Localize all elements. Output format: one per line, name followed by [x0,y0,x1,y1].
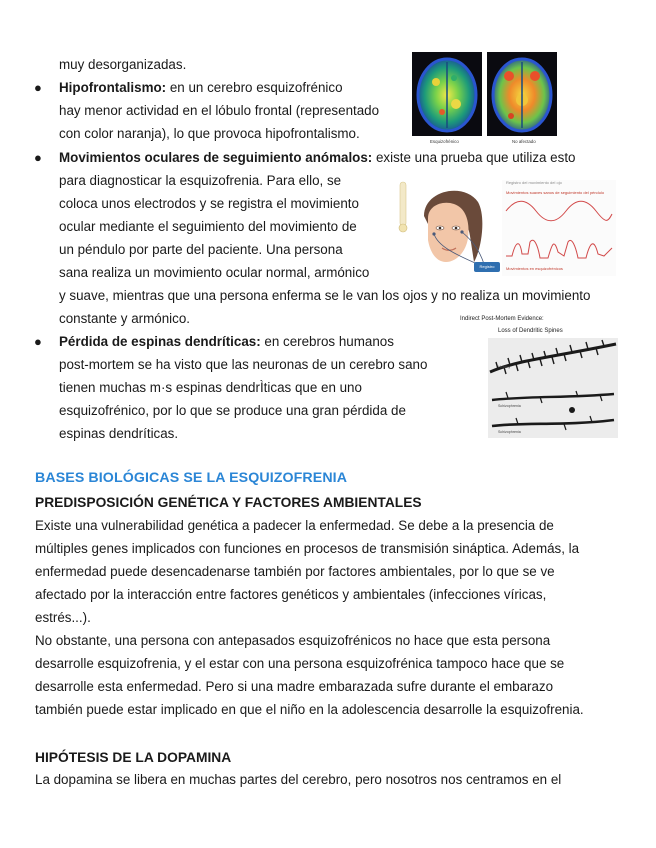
text-line: múltiples genes implicados con funciones en procesos de transmisión sináptica. Además, la [35,541,580,556]
text-line: muy desorganizadas. [59,57,187,72]
bullet-marker: ● [34,80,42,95]
bullet-item-perdida [59,331,394,354]
text-line: un péndulo por parte del paciente. Una persona [59,242,343,257]
figure-title: Indirect Post-Mortem Evidence: [460,316,544,322]
eye-movement-graph [502,180,616,276]
eye-tracking-figure [394,176,620,282]
text-line: enfermedad puede desencadenarse también por factores ambientales, por lo que se ve [35,564,555,579]
term-label: Pérdida de espinas dendríticas: [59,334,261,349]
figure-caption: No afectado [512,139,536,144]
term-label: Movimientos oculares de seguimiento anómalos: [59,150,373,165]
text-line: tienen muchas m·s espinas dendrÌticas que en uno [59,380,362,395]
text-line: en un cerebro esquizofrénico [166,80,343,95]
text-line: sana realiza un movimiento ocular normal, armónico [59,265,370,280]
subsection-heading: HIPÓTESIS DE LA DOPAMINA [35,750,232,765]
panel-label: Schizophrenia [498,404,521,408]
text-line: y suave, mientras que una persona enferma se le van los ojos y no realiza un movimiento [59,288,591,303]
recording-badge: Registro [474,262,500,272]
graph-label-normal: Movimientos suaves sanos de seguimiento del péndulo [506,190,605,195]
text-line: constante y armónico. [59,311,190,326]
text-line: post-mortem se ha visto que las neuronas de un cerebro sano [59,357,428,372]
text-line: con color naranja), lo que provoca hipofrontalismo. [59,126,360,141]
graph-title: Registro del movimiento del ojo [506,180,562,185]
text-line: Existe una vulnerabilidad genética a padecer la enfermedad. Se debe a la presencia de [35,518,554,533]
panel-label: Schizophrenia [498,430,521,434]
text-line: desarrolle esta enfermedad. Pero si una madre embarazada sufre durante el embarazo [35,679,554,694]
text-line: estrés...). [35,610,91,625]
text-line: coloca unos electrodos y se registra el movimiento [59,196,359,211]
bullet-marker: ● [34,334,42,349]
text-line: para diagnosticar la esquizofrenia. Para ello, se [59,173,342,188]
abnormal-trace [504,232,614,266]
brain-scan-schizophrenic [412,52,482,136]
normal-trace [504,196,614,226]
text-line: esquizofrénico, por lo que se produce una gran pérdida de [59,403,406,418]
text-line: también puede estar implicado en que el niño en la adolescencia desarrolle la esquizofrenia. [35,702,584,717]
term-label: Hipofrontalismo: [59,80,167,95]
dendritic-spines-figure [460,316,620,440]
graph-label-abnormal: Movimientos en esquizofrénicos [506,266,563,271]
text-line: en cerebros humanos [260,334,394,349]
section-heading: BASES BIOLÓGICAS SE LA ESQUIZOFRENIA [35,470,348,486]
micrograph-panel [488,338,618,438]
bullet-item-movimientos [59,147,576,170]
text-line: afectado por la interacción entre factores genéticos y ambientales (infecciones víricas, [35,587,547,602]
subsection-heading: PREDISPOSICIÓN GENÉTICA Y FACTORES AMBIENTALES [35,495,422,510]
bullet-item-hipofrontalismo [59,77,343,100]
text-line: La dopamina se libera en muchas partes del cerebro, pero nosotros nos centramos en el [35,772,562,787]
brain-scan-normal [487,52,557,136]
text-line: hay menor actividad en el lóbulo frontal (representado [59,103,380,118]
figure-subtitle: Loss of Dendritic Spines [498,328,563,334]
text-line: ocular mediante el seguimiento del movimiento de [59,219,357,234]
text-line: No obstante, una persona con antepasados esquizofrénicos no hace que esta persona [35,633,551,648]
text-line: espinas dendríticas. [59,426,179,441]
panel-label: Healthy [498,365,511,369]
bullet-marker: ● [34,150,42,165]
text-line: desarrolle esquizofrenia, y el estar con una persona esquizofrénica tampoco hace que se [35,656,565,671]
text-line: existe una prueba que utiliza esto [372,150,576,165]
brain-scan-figure [412,52,558,150]
figure-caption: Esquizofrénico [430,139,459,144]
